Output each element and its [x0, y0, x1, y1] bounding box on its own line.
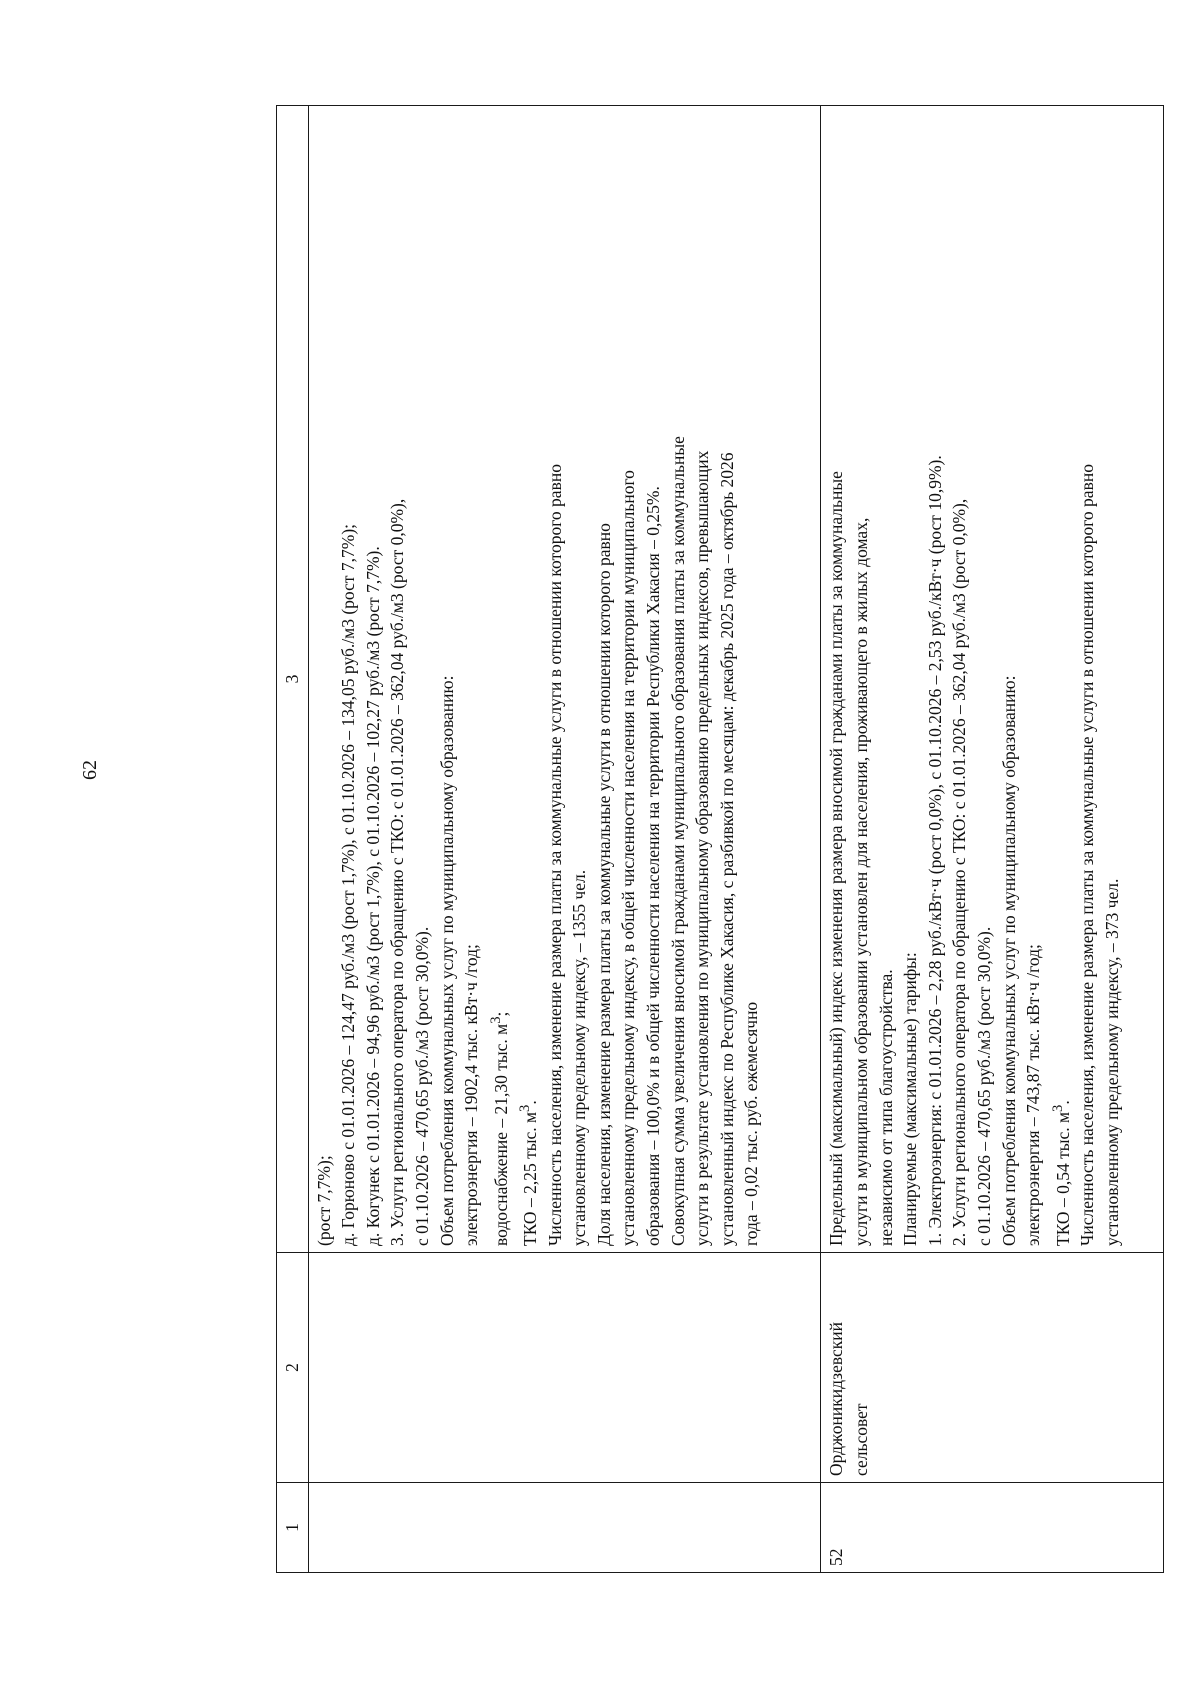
- header-row: [277, 106, 309, 1573]
- text-line: Предельный (максимальный) индекс изменения размера вносимой гражданами платы за коммунальные: [826, 471, 847, 1246]
- row-description: [308, 106, 821, 1253]
- header-col-2: 2: [277, 1253, 309, 1483]
- tko-volume-text: ТКО – 0,54 тыс. м: [1052, 1111, 1073, 1246]
- text-line: [484, 112, 513, 1246]
- municipality-name-line: Орджоникидзевский: [826, 1321, 847, 1476]
- text-line: д. Горюново с 01.01.2026 – 124,47 руб./м3 (рост 1,7%), с 01.10.2026 – 134,05 руб./м3 (рост 7,7%);: [338, 523, 359, 1246]
- text-line: (рост 7,7%);: [313, 1155, 334, 1246]
- text-line: Объем потребления коммунальных услуг по муниципальному образованию:: [436, 675, 457, 1246]
- rotated-table-wrapper: [276, 105, 1164, 1573]
- row-number: 52: [821, 1483, 1164, 1573]
- cubic-superscript: 3: [517, 1104, 534, 1112]
- text-line: услуги в результате установления по муниципальному образованию предельных индексов, превышающих: [692, 450, 713, 1246]
- municipality-name-line: сельсовет: [850, 1403, 871, 1476]
- line-suffix: .: [520, 1100, 540, 1105]
- text-line: Численность населения, изменение размера платы за коммунальные услуги в отношении которого равно: [1077, 464, 1098, 1246]
- text-line: установленному предельному индексу, – 373 чел.: [1101, 878, 1122, 1246]
- text-line: установленный индекс по Республике Хакасия, с разбивкой по месяцам: декабрь 2025 года – октябрь 2026: [716, 452, 737, 1246]
- text-line: Численность населения, изменение размера платы за коммунальные услуги в отношении которого равно: [544, 464, 565, 1246]
- table-row: [308, 106, 821, 1573]
- text-line: с 01.10.2026 – 470,65 руб./м3 (рост 30,0%).: [411, 926, 432, 1246]
- municipality-name: [308, 1253, 821, 1483]
- text-line: с 01.10.2026 – 470,65 руб./м3 (рост 30,0%).: [973, 926, 994, 1246]
- text-line: Совокупная сумма увеличения вносимой гражданами муниципального образования платы за коммунальные: [667, 436, 688, 1246]
- text-line: [1046, 112, 1075, 1246]
- header-col-3: 3: [277, 106, 309, 1253]
- line-suffix: ;: [490, 1011, 511, 1017]
- cubic-superscript: 3: [487, 1016, 504, 1024]
- text-line: 3. Услуги регионального оператора по обращению с ТКО: с 01.01.2026 – 362,04 руб./м3 (рост 0,0%),: [387, 498, 408, 1246]
- row-number: [308, 1483, 821, 1573]
- tko-volume-text: ТКО – 2,25 тыс. м: [520, 1111, 540, 1246]
- text-line: д. Когунек с 01.01.2026 – 94,96 руб./м3 (рост 1,7%), с 01.10.2026 – 102,27 руб./м3 (рост 7,7%).: [362, 546, 383, 1246]
- table-row: [821, 106, 1164, 1573]
- text-line: установленному предельному индексу, – 1355 чел.: [569, 869, 590, 1246]
- text-line: 2. Услуги регионального оператора по обращению с ТКО: с 01.01.2026 – 362,04 руб./м3 (рост 0,0%),: [949, 498, 970, 1246]
- text-line: образования – 100,0% и в общей численности населения на территории Республики Хакасия – 0,25%.: [642, 486, 663, 1246]
- text-line: 1. Электроэнергия: с 01.01.2026 – 2,28 руб./кВт·ч (рост 0,0%), с 01.10.2026 – 2,53 руб./кВт·ч (рост 10,9%).: [924, 455, 945, 1246]
- water-volume-text: водоснабжение – 21,30 тыс. м: [490, 1023, 511, 1246]
- header-col-1: 1: [277, 1483, 309, 1573]
- text-line: [513, 112, 542, 1246]
- text-line: Объем потребления коммунальных услуг по муниципальному образованию:: [998, 675, 1019, 1246]
- row-description: [821, 106, 1164, 1253]
- page-number: 62: [79, 760, 101, 780]
- municipality-name: [821, 1253, 1164, 1483]
- text-line: установленному предельному индексу, в общей численности населения на территории муниципального: [618, 470, 639, 1246]
- text-line: электроэнергия – 743,87 тыс. кВт·ч /год;: [1023, 944, 1044, 1246]
- text-line: Доля населения, изменение размера платы за коммунальные услуги в отношении которого равно: [593, 523, 614, 1246]
- text-line: независимо от типа благоустройства.: [875, 969, 896, 1246]
- text-line: года – 0,02 тыс. руб. ежемесячно: [741, 1001, 762, 1246]
- text-line: электроэнергия – 1902,4 тыс. кВт·ч /год;: [461, 944, 482, 1246]
- text-line: услуги в муниципальном образовании установлен для населения, проживающего в жилых домах,: [850, 517, 871, 1246]
- tariff-table: [276, 105, 1164, 1573]
- text-line: Планируемые (максимальные) тарифы:: [900, 952, 921, 1246]
- cubic-superscript: 3: [1049, 1104, 1066, 1112]
- line-suffix: .: [1052, 1100, 1073, 1105]
